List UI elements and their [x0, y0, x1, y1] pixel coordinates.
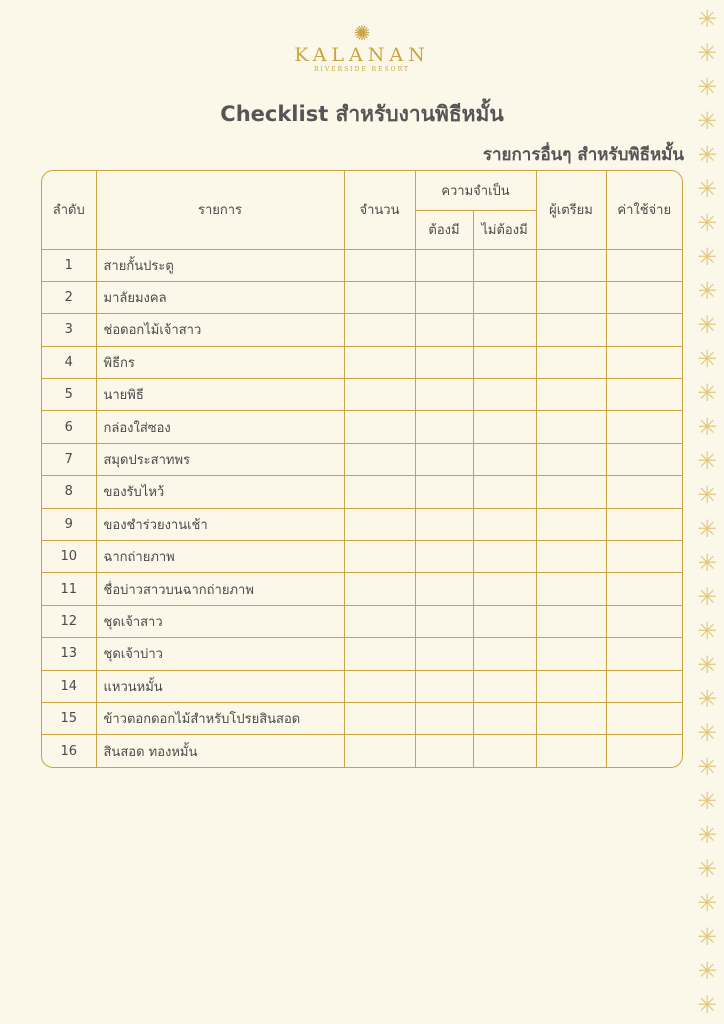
quantity-cell[interactable]	[344, 541, 415, 573]
logo-brand: KALANAN	[294, 44, 430, 66]
required-cell[interactable]	[415, 638, 473, 670]
header-not-required: ไม่ต้องมี	[473, 210, 536, 249]
row-number: 7	[42, 443, 96, 475]
star-icon: ✳	[696, 753, 718, 781]
required-cell[interactable]	[415, 670, 473, 702]
row-number: 3	[42, 314, 96, 346]
not-required-cell[interactable]	[473, 638, 536, 670]
table-row	[42, 573, 682, 605]
preparer-cell[interactable]	[536, 638, 606, 670]
cost-cell[interactable]	[606, 735, 682, 767]
quantity-cell[interactable]	[344, 702, 415, 734]
table-row	[42, 346, 682, 378]
required-cell[interactable]	[415, 508, 473, 540]
quantity-cell[interactable]	[344, 508, 415, 540]
row-number: 15	[42, 702, 96, 734]
star-icon: ✳	[696, 719, 718, 747]
star-icon: ✳	[696, 73, 718, 101]
row-item: ของชำร่วยงานเช้า	[96, 508, 344, 540]
not-required-cell[interactable]	[473, 508, 536, 540]
not-required-cell[interactable]	[473, 411, 536, 443]
row-item: ชุดเจ้าบ่าว	[96, 638, 344, 670]
row-number: 6	[42, 411, 96, 443]
cost-cell[interactable]	[606, 508, 682, 540]
quantity-cell[interactable]	[344, 249, 415, 281]
row-item: มาลัยมงคล	[96, 281, 344, 313]
cost-cell[interactable]	[606, 249, 682, 281]
table-row	[42, 411, 682, 443]
star-icon: ✳	[696, 957, 718, 985]
section-subtitle: รายการอื่นๆ สำหรับพิธีหมั้น	[482, 145, 684, 165]
required-cell[interactable]	[415, 541, 473, 573]
star-icon: ✳	[696, 243, 718, 271]
star-icon: ✳	[696, 515, 718, 543]
not-required-cell[interactable]	[473, 670, 536, 702]
star-icon: ✳	[696, 923, 718, 951]
table-row	[42, 443, 682, 475]
cost-cell[interactable]	[606, 702, 682, 734]
not-required-cell[interactable]	[473, 379, 536, 411]
quantity-cell[interactable]	[344, 605, 415, 637]
preparer-cell[interactable]	[536, 735, 606, 767]
row-item: สมุดประสาทพร	[96, 443, 344, 475]
preparer-cell[interactable]	[536, 314, 606, 346]
preparer-cell[interactable]	[536, 541, 606, 573]
quantity-cell[interactable]	[344, 346, 415, 378]
header-item: รายการ	[96, 171, 344, 249]
table-row	[42, 379, 682, 411]
row-number: 1	[42, 249, 96, 281]
table-row	[42, 605, 682, 637]
row-number: 2	[42, 281, 96, 313]
row-number: 13	[42, 638, 96, 670]
star-icon: ✳	[696, 583, 718, 611]
header-quantity: จำนวน	[344, 171, 415, 249]
row-number: 16	[42, 735, 96, 767]
row-item: ของรับไหว้	[96, 476, 344, 508]
row-item: นายพิธี	[96, 379, 344, 411]
not-required-cell[interactable]	[473, 281, 536, 313]
row-number: 8	[42, 476, 96, 508]
required-cell[interactable]	[415, 573, 473, 605]
star-icon: ✳	[696, 549, 718, 577]
preparer-cell[interactable]	[536, 702, 606, 734]
table-row	[42, 735, 682, 767]
table-row	[42, 249, 682, 281]
star-icon: ✳	[696, 175, 718, 203]
required-cell[interactable]	[415, 249, 473, 281]
star-icon: ✳	[696, 379, 718, 407]
cost-cell[interactable]	[606, 379, 682, 411]
star-border-decoration	[690, 0, 724, 1024]
table-row	[42, 281, 682, 313]
checklist-rows	[42, 249, 682, 767]
quantity-cell[interactable]	[344, 281, 415, 313]
required-cell[interactable]	[415, 281, 473, 313]
cost-cell[interactable]	[606, 411, 682, 443]
cost-cell[interactable]	[606, 605, 682, 637]
required-cell[interactable]	[415, 443, 473, 475]
row-number: 4	[42, 346, 96, 378]
row-item: สายกั้นประตู	[96, 249, 344, 281]
not-required-cell[interactable]	[473, 605, 536, 637]
row-number: 12	[42, 605, 96, 637]
required-cell[interactable]	[415, 476, 473, 508]
star-icon: ✳	[696, 39, 718, 67]
row-item: สินสอด ทองหมั้น	[96, 735, 344, 767]
required-cell[interactable]	[415, 605, 473, 637]
table-row	[42, 314, 682, 346]
star-icon: ✳	[696, 651, 718, 679]
preparer-cell[interactable]	[536, 605, 606, 637]
cost-cell[interactable]	[606, 476, 682, 508]
not-required-cell[interactable]	[473, 314, 536, 346]
star-icon: ✳	[696, 481, 718, 509]
star-icon: ✳	[696, 311, 718, 339]
cost-cell[interactable]	[606, 638, 682, 670]
preparer-cell[interactable]	[536, 508, 606, 540]
cost-cell[interactable]	[606, 670, 682, 702]
star-icon: ✳	[696, 413, 718, 441]
header-necessity: ความจำเป็น	[415, 171, 536, 210]
preparer-cell[interactable]	[536, 476, 606, 508]
row-item: แหวนหมั้น	[96, 670, 344, 702]
required-cell[interactable]	[415, 411, 473, 443]
preparer-cell[interactable]	[536, 573, 606, 605]
not-required-cell[interactable]	[473, 443, 536, 475]
star-icon: ✳	[696, 107, 718, 135]
cost-cell[interactable]	[606, 346, 682, 378]
star-icon: ✳	[696, 447, 718, 475]
star-icon: ✳	[696, 991, 718, 1019]
star-icon: ✳	[696, 277, 718, 305]
row-number: 11	[42, 573, 96, 605]
preparer-cell[interactable]	[536, 281, 606, 313]
row-number: 9	[42, 508, 96, 540]
table-row	[42, 541, 682, 573]
checklist-table	[42, 171, 682, 767]
preparer-cell[interactable]	[536, 411, 606, 443]
cost-cell[interactable]	[606, 443, 682, 475]
row-item: ฉากถ่ายภาพ	[96, 541, 344, 573]
required-cell[interactable]	[415, 735, 473, 767]
preparer-cell[interactable]	[536, 249, 606, 281]
table-row	[42, 476, 682, 508]
row-number: 10	[42, 541, 96, 573]
required-cell[interactable]	[415, 702, 473, 734]
table-row	[42, 638, 682, 670]
required-cell[interactable]	[415, 314, 473, 346]
row-item: ช่อดอกไม้เจ้าสาว	[96, 314, 344, 346]
quantity-cell[interactable]	[344, 379, 415, 411]
quantity-cell[interactable]	[344, 476, 415, 508]
quantity-cell[interactable]	[344, 638, 415, 670]
star-icon: ✳	[696, 889, 718, 917]
checklist-table-container	[41, 170, 683, 768]
row-number: 5	[42, 379, 96, 411]
preparer-cell[interactable]	[536, 670, 606, 702]
header-required: ต้องมี	[415, 210, 473, 249]
table-row	[42, 670, 682, 702]
not-required-cell[interactable]	[473, 249, 536, 281]
header-no: ลำดับ	[42, 171, 96, 249]
quantity-cell[interactable]	[344, 735, 415, 767]
logo-subtitle: RIVERSIDE RESORT	[313, 66, 411, 73]
not-required-cell[interactable]	[473, 702, 536, 734]
row-item: กล่องใส่ซอง	[96, 411, 344, 443]
flower-logo-icon: ✺	[353, 21, 371, 45]
preparer-cell[interactable]	[536, 346, 606, 378]
required-cell[interactable]	[415, 346, 473, 378]
table-row	[42, 508, 682, 540]
preparer-cell[interactable]	[536, 379, 606, 411]
quantity-cell[interactable]	[344, 411, 415, 443]
row-number: 14	[42, 670, 96, 702]
not-required-cell[interactable]	[473, 346, 536, 378]
header-cost: ค่าใช้จ่าย	[606, 171, 682, 249]
star-icon: ✳	[696, 141, 718, 169]
not-required-cell[interactable]	[473, 735, 536, 767]
star-icon: ✳	[696, 345, 718, 373]
star-icon: ✳	[696, 855, 718, 883]
row-item: พิธีกร	[96, 346, 344, 378]
not-required-cell[interactable]	[473, 476, 536, 508]
required-cell[interactable]	[415, 379, 473, 411]
row-item: ชื่อบ่าวสาวบนฉากถ่ายภาพ	[96, 573, 344, 605]
table-row	[42, 702, 682, 734]
cost-cell[interactable]	[606, 573, 682, 605]
star-icon: ✳	[696, 5, 718, 33]
star-icon: ✳	[696, 787, 718, 815]
not-required-cell[interactable]	[473, 573, 536, 605]
cost-cell[interactable]	[606, 281, 682, 313]
row-item: ข้าวตอกดอกไม้สำหรับโปรยสินสอด	[96, 702, 344, 734]
quantity-cell[interactable]	[344, 443, 415, 475]
quantity-cell[interactable]	[344, 314, 415, 346]
star-icon: ✳	[696, 821, 718, 849]
cost-cell[interactable]	[606, 314, 682, 346]
quantity-cell[interactable]	[344, 573, 415, 605]
star-icon: ✳	[696, 209, 718, 237]
star-icon: ✳	[696, 685, 718, 713]
quantity-cell[interactable]	[344, 670, 415, 702]
row-item: ชุดเจ้าสาว	[96, 605, 344, 637]
page-title: Checklist สำหรับงานพิธีหมั้น	[220, 102, 504, 126]
resort-logo	[0, 22, 724, 74]
not-required-cell[interactable]	[473, 541, 536, 573]
cost-cell[interactable]	[606, 541, 682, 573]
header-preparer: ผู้เตรียม	[536, 171, 606, 249]
star-icon: ✳	[696, 617, 718, 645]
preparer-cell[interactable]	[536, 443, 606, 475]
